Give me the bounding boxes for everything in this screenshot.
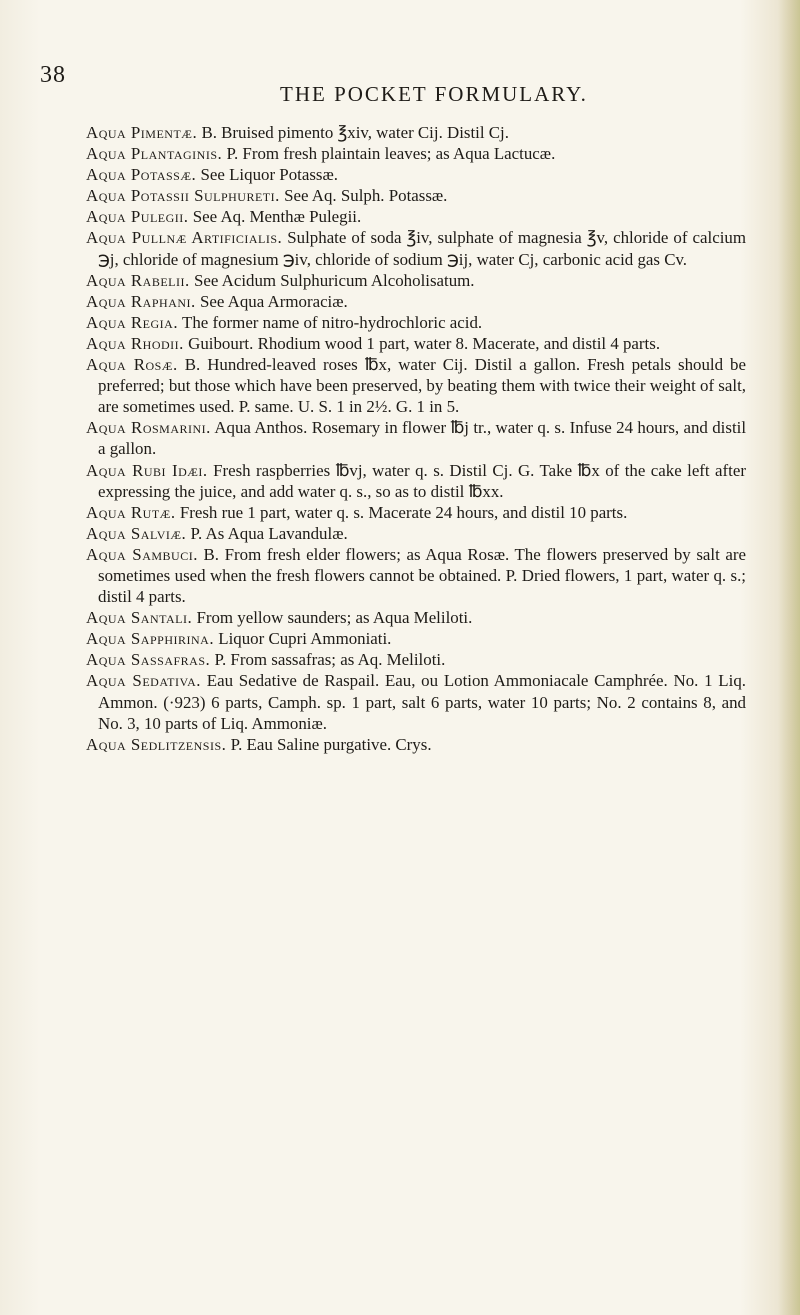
entry-text: See Aq. Sulph. Potassæ. — [284, 186, 448, 206]
entry-aqua-rabelii — [86, 270, 746, 291]
entry-aqua-rutae — [86, 502, 746, 523]
page-edge-shading — [778, 0, 800, 1315]
entry-head: Aqua Sambuci. — [86, 544, 198, 564]
entry-text: Fresh rue 1 part, water q. s. Macerate 24 hours, and distil 10 parts. — [179, 502, 628, 522]
entry-head: Aqua Pulegii. — [86, 207, 189, 227]
entry-aqua-regia — [86, 312, 746, 333]
entry-head: Aqua Sapphirina. — [86, 629, 215, 649]
entry-aqua-potassii-sulphureti — [86, 185, 746, 206]
entry-text: B. Hundred-leaved roses ℔x, water Cij. Distil a gallon. Fresh petals should be preferred; but those which have been preserved, by beating them with twice their weight of salt, are sometimes used. P. same. U. S. 1 in 2½. G. 1 in 5. — [98, 355, 746, 417]
entry-head: Aqua Sedlitzensis. — [86, 734, 227, 754]
entry-text: See Liquor Potassæ. — [200, 165, 338, 185]
entry-head: Aqua Regia. — [86, 312, 179, 332]
entry-aqua-rosmarini — [86, 417, 746, 459]
entry-head: Aqua Raphani. — [86, 291, 196, 311]
entry-head: Aqua Salviæ. — [86, 523, 187, 543]
entry-aqua-potassae — [86, 164, 746, 185]
entry-aqua-pimentae — [86, 122, 746, 143]
entry-head: Aqua Pullnæ Artificialis. — [86, 228, 283, 248]
entry-text: See Acidum Sulphuricum Alcoholisatum. — [193, 270, 475, 290]
entry-head: Aqua Potassæ. — [86, 165, 197, 185]
entry-aqua-sassafras — [86, 649, 746, 670]
entry-text: P. Eau Saline purgative. Crys. — [230, 734, 432, 754]
entry-aqua-sapphirina — [86, 628, 746, 649]
entry-text: P. As Aqua Lavandulæ. — [190, 523, 348, 543]
entry-aqua-sambuci — [86, 544, 746, 607]
entry-aqua-santali — [86, 607, 746, 628]
entry-text: B. From fresh elder flowers; as Aqua Rosæ. The flowers preserved by salt are sometimes used when the fresh flowers cannot be obtained. P. Dried flowers, 1 part, water q. s.; distil 4 parts. — [98, 544, 746, 607]
entry-aqua-rubi-idaei — [86, 460, 746, 502]
entry-head: Aqua Sedativa. — [86, 671, 201, 691]
entry-aqua-salviae — [86, 523, 746, 544]
entry-head: Aqua Potassii Sulphureti. — [86, 186, 280, 206]
entry-head: Aqua Sassafras. — [86, 650, 211, 670]
entry-text: B. Bruised pimento ℥xiv, water Cij. Distil Cj. — [201, 123, 509, 142]
entry-aqua-raphani — [86, 291, 746, 312]
entry-head: Aqua Rabelii. — [86, 270, 190, 290]
entry-aqua-rhodii — [86, 333, 746, 354]
entry-aqua-sedlitzensis — [86, 734, 746, 755]
entry-head: Aqua Pimentæ. — [86, 123, 198, 142]
entry-text: P. From sassafras; as Aq. Meliloti. — [214, 650, 446, 670]
entry-aqua-plantaginis — [86, 143, 746, 164]
entry-text: Liquor Cupri Ammoniati. — [218, 629, 392, 649]
entry-aqua-rosae — [86, 354, 746, 417]
entry-text: Aqua Anthos. Rosemary in flower ℔j tr., water q. s. Infuse 24 hours, and distil a gallon. — [98, 418, 747, 459]
entry-text: P. From fresh plaintain leaves; as Aqua Lactucæ. — [226, 144, 556, 164]
entry-head: Aqua Rhodii. — [86, 333, 184, 353]
entry-text: Eau Sedative de Raspail. Eau, ou Lotion Ammoniacale Camphrée. No. 1 Liq. Ammon. (·923) 6 parts, Camph. sp. 1 part, salt 6 parts, water 10 parts; No. 2 contains 8, and No. 3, 10 parts of Liq. Ammoniæ. — [98, 671, 746, 733]
entry-text: The former name of nitro-hydrochloric acid. — [182, 312, 483, 332]
entry-text: See Aq. Menthæ Pulegii. — [192, 207, 362, 227]
page-number: 38 — [40, 62, 66, 88]
entry-text: Fresh raspberries ℔vj, water q. s. Distil Cj. G. Take ℔x of the cake left after expressing the juice, and add water q. s., so as to distil ℔xx. — [98, 460, 746, 501]
entry-text: From yellow saunders; as Aqua Meliloti. — [196, 608, 473, 628]
entry-head: Aqua Rosæ. — [86, 355, 178, 375]
running-head: THE POCKET FORMULARY. — [280, 82, 588, 106]
entry-aqua-sedativa — [86, 670, 746, 733]
entry-aqua-pulegii — [86, 206, 746, 227]
entry-aqua-pullnae-artificialis — [86, 227, 746, 269]
entry-head: Aqua Rutæ. — [86, 502, 176, 522]
entry-head: Aqua Rubi Idæi. — [86, 460, 208, 480]
entry-text: Guibourt. Rhodium wood 1 part, water 8. Macerate, and distil 4 parts. — [188, 333, 661, 353]
entry-text: See Aqua Armoraciæ. — [199, 291, 348, 311]
entry-text: Sulphate of soda ℥iv, sulphate of magnesia ℥v, chloride of calcium ℈j, chloride of magnesium ℈iv, chloride of sodium ℈ij, water Cj, carbonic acid gas Cv. — [98, 228, 746, 269]
entry-head: Aqua Santali. — [86, 608, 193, 628]
entry-head: Aqua Rosmarini. — [86, 418, 211, 438]
formulary-entries — [86, 122, 746, 755]
entry-head: Aqua Plantaginis. — [86, 144, 223, 164]
